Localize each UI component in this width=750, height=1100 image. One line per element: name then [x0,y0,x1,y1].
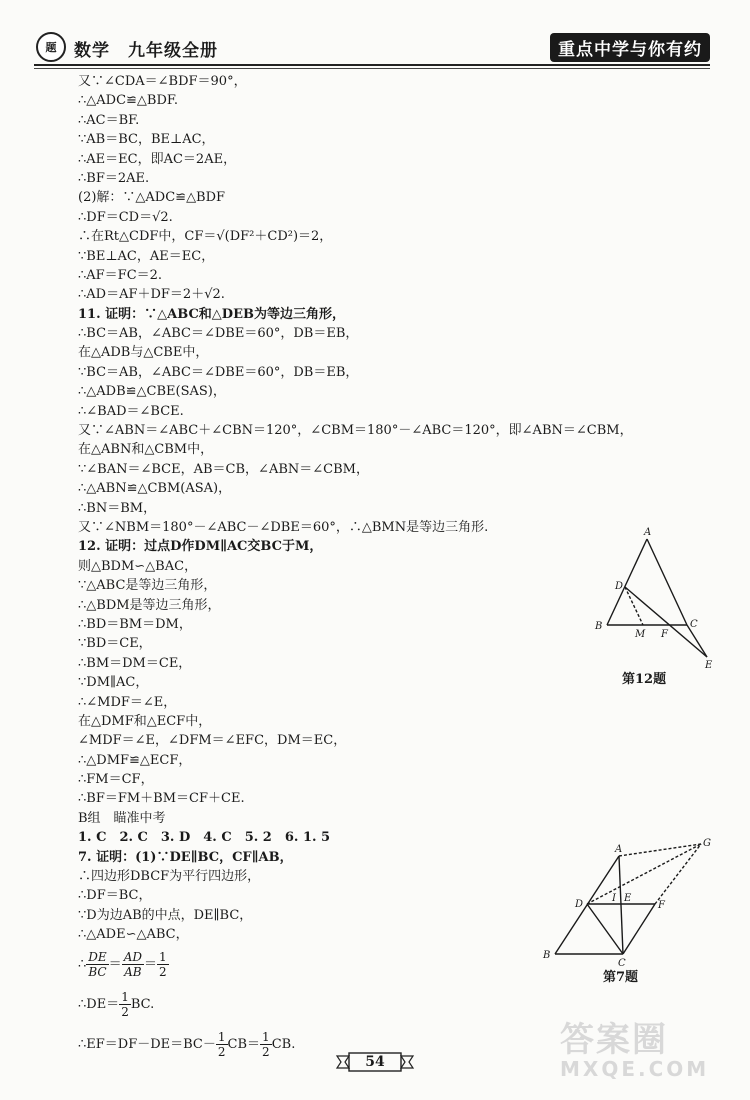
section-heading-b: B组 瞄准中考 [78,810,166,826]
text-line: ∴DF＝CD＝√2. [78,209,173,225]
text-line: 又∵∠CDA＝∠BDF＝90°， [78,74,247,89]
figure-7-diagram [535,830,725,970]
fig7-label-d: D [575,899,584,910]
page-number: 54 [365,1054,385,1070]
fig7-label-c: C [618,958,626,969]
problem-12-heading: 12. 证明：过点D作DM∥AC交BC于M， [78,539,323,555]
fig7-label-e: E [624,893,632,904]
fig12-label-b: B [595,621,603,632]
text-line: ∵BE⊥AC，AE＝EC， [78,248,215,264]
text-line: ∴BF＝FM＋BM＝CF＋CE. [78,791,245,807]
text-line: ∴AE＝EC，即AC＝2AE， [78,151,237,167]
fig12-label-e: E [705,660,713,671]
watermark [560,1012,740,1092]
text-line: 又∵∠ABN＝∠ABC＋∠CBN＝120°，∠CBM＝180°－∠ABC＝120°，即∠ABN＝∠CBM， [78,423,633,439]
text-line: ∵∠BAN＝∠BCE，AB＝CB，∠ABN＝∠CBM， [78,461,369,477]
choice-answers: 1. C 2. C 3. D 4. C 5. 2 6. 1. 5 [78,830,331,846]
text-line: ∵DM∥AC， [78,675,149,691]
fig12-edge-ac [647,539,687,625]
fig7-label-i: I [612,893,616,904]
fig12-label-c: C [690,619,698,630]
problem-7-heading: 7. 证明：(1)∵DE∥BC，CF∥AB， [78,849,293,865]
fig7-label-f: F [658,900,665,911]
header-brand: 重点中学与你有约 [550,33,710,62]
text-line: ∴在Rt△CDF中，CF＝√(DF²＋CD²)＝2， [78,229,333,245]
fig12-edge-dm [625,587,643,625]
ef-line: ∴EF＝DF－DE＝BC－ $\frac{1}{2}$ CB＝ $\frac{1}{2}$ CB. [78,1029,296,1059]
text-line: ∴∠MDF＝∠E， [78,694,177,710]
text-line: ∴∠BAD＝∠BCE. [78,403,184,419]
page-number-box [345,1052,405,1072]
text-line: ∴AD＝AF＋DF＝2＋√2. [78,287,225,303]
fig7-label-a: A [615,844,623,855]
fig7-label-g: G [703,838,711,849]
text-line: ∵AB＝BC，BE⊥AC， [78,132,215,148]
fig7-label-b: B [543,950,551,961]
text-line: ∴AC＝BF. [78,112,140,128]
header-grade: 九年级全册 [128,41,218,61]
text-line: ∴BF＝2AE. [78,170,150,186]
text-line: (2)解：∵△ADC≌△BDF [78,190,226,206]
fig12-label-m: M [635,629,646,640]
fig12-edge-ab [607,539,647,625]
fig7-edge-ac [619,856,623,954]
text-line: ∠MDF＝∠E，∠DFM＝∠EFC，DM＝EC， [78,733,347,749]
fig12-label-f: F [661,629,668,640]
text-line: ∴△BDM是等边三角形， [78,597,221,613]
problem-11-heading: 11. 证明：∵△ABC和△DEB为等边三角形， [78,306,345,322]
text-line: ∴BD＝BM＝DM， [78,616,192,632]
figure-12-diagram [585,525,725,685]
text-line: 在△DMF和△ECF中， [78,713,212,729]
text-line: ∴FM＝CF， [78,772,154,788]
logo-icon: 题 [36,32,66,62]
fig12-label-d: D [615,581,624,592]
figure-7-caption: 第7题 [603,970,639,985]
header-rule [34,64,710,66]
text-line: ∴△ABN≌△CBM(ASA)， [78,481,232,497]
text-line: 则△BDM∽△BAC， [78,558,198,574]
text-line: ∴△ADE∽△ABC， [78,927,189,943]
fig12-label-a: A [644,527,652,538]
text-line: ∵D为边AB的中点，DE∥BC， [78,907,253,923]
text-line: ∴△ADB≌△CBE(SAS)， [78,384,226,400]
watermark-text: 答案圈 [560,1020,668,1060]
text-line: ∴四边形DBCF为平行四边形， [78,869,261,885]
text-line: ∵△ABC是等边三角形， [78,578,217,594]
text-line: 在△ADB与△CBE中， [78,345,209,361]
text-line: ∴BM＝DM＝CE， [78,655,192,671]
watermark-url: MXQE.COM [560,1057,710,1081]
fig7-edge-cf [623,904,655,954]
ratio-line: ∴ $\frac{DE}{BC}$ ＝ $\frac{AD}{AB}$ ＝ $\frac{1}{2}$ [78,949,167,979]
text-line: 在△ABN和△CBM中， [78,442,214,458]
fig7-edge-fg [655,844,701,904]
text-line: ∴DF＝BC， [78,888,152,904]
text-line: 又∵∠NBM＝180°－∠ABC－∠DBE＝60°，∴△BMN是等边三角形. [78,519,489,535]
fig7-edge-dc [587,904,623,954]
de-line: ∴DE＝ $\frac{1}{2}$ BC. [78,989,155,1019]
text-line: ∴△ADC≌△BDF. [78,93,179,109]
text-line: ∴BN＝BM， [78,500,157,516]
figure-12-caption: 第12题 [622,672,667,687]
page-header [0,0,750,72]
text-line: ∴△DMF≌△ECF， [78,752,192,768]
header-subject: 数学 [74,41,110,61]
header-rule-thin [34,68,710,69]
text-line: ∵BD＝CE， [78,636,152,652]
text-line: ∴AF＝FC＝2. [78,267,163,283]
text-line: ∴BC＝AB，∠ABC＝∠DBE＝60°，DB＝EB， [78,326,359,342]
text-line: ∵BC＝AB，∠ABC＝∠DBE＝60°，DB＝EB， [78,364,359,380]
